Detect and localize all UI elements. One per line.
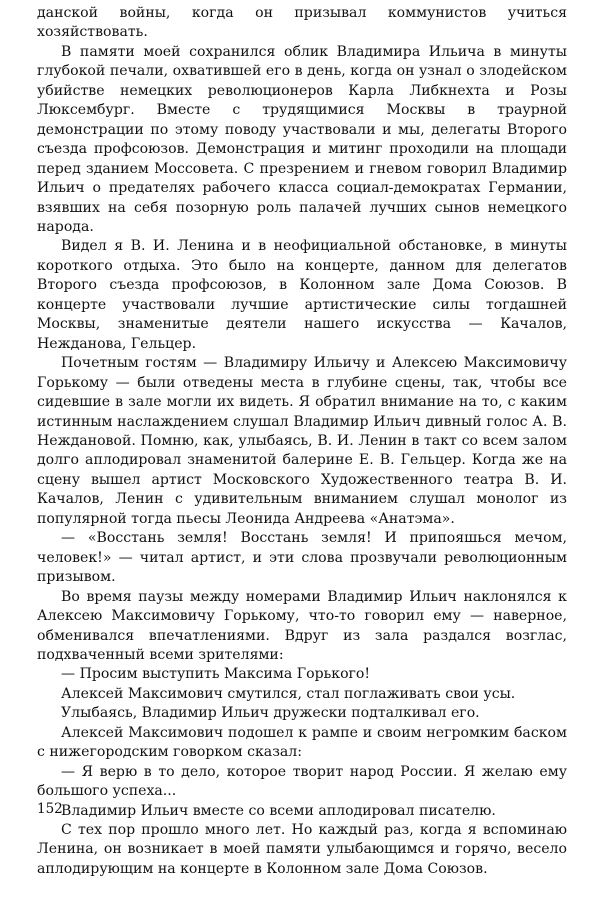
- paragraph-12: Владимир Ильич вместе со всеми аплодировал писателю.: [61, 802, 496, 819]
- paragraph-8: Алексей Максимович смутился, стал поглаживать свои усы.: [61, 685, 516, 702]
- paragraph-2: В памяти моей сохранился облик Владимира Ильича в минуты глубокой печали, охватившей его в день, когда он узнал о злодейском убийстве немецких революционеров Карла Либкнехта и Розы Люксембург. Вместе с трудящимися Москвы в траурной демонстрации по этому поводу участвовали и мы, делегаты Второго съезда профсоюзов. Демонстрация и митинг проходили на площади перед зданием Моссовета. С презрением и гневом говорил Владимир Ильич о предателях рабочего класса социал-демократах Германии, взявших на себя позорную роль палачей лучших сынов немецкого народа.: [37, 43, 567, 235]
- paragraph-7: — Просим выступить Максима Горького!: [61, 666, 371, 683]
- paragraph-4: Почетным гостям — Владимиру Ильичу и Алексею Максимовичу Горькому — были отведены места в глубине сцены, так, чтобы все сидевшие в зале могли их видеть. Я обратил внимание на то, с каким истинным наслаждением слушал Владимир Ильич дивный голос А. В. Неждановой. Помню, как, улыбаясь, В. И. Ленин в такт со всем залом долго аплодировал знаменитой балерине Е. В. Гельцер. Когда же на сцену вышел артист Московского Художественного театра В. И. Качалов, Ленин с удивительным вниманием слушал монолог из популярной тогда пьесы Леонида Андреева «Анатэма».: [37, 355, 567, 527]
- paragraph-11: — Я верю в то дело, которое творит народ России. Я желаю ему большого успеха...: [37, 763, 567, 800]
- page-text: [37, 4, 567, 879]
- paragraph-9: Улыбаясь, Владимир Ильич дружески подталкивал его.: [61, 705, 480, 722]
- paragraph-10: Алексей Максимович подошел к рампе и своим негромким баском с нижегородским говорком сказал:: [37, 724, 567, 761]
- paragraph-3: Видел я В. И. Ленина и в неофициальной обстановке, в минуты короткого отдыха. Это было на концерте, данном для делегатов Второго съезда профсоюзов, в Колонном зале Дома Союзов. В концерте участвовали лучшие артистические силы тогдашней Москвы, знаменитые деятели нашего искусства — Качалов, Нежданова, Гельцер.: [37, 238, 567, 352]
- paragraph-5: — «Восстань земля! Восстань земля! И припояшься мечом, человек!» — читал артист, и эти слова прозвучали революционным призывом.: [37, 530, 567, 586]
- paragraph-6: Во время паузы между номерами Владимир Ильич наклонялся к Алексею Максимовичу Горькому, что-то говорил ему — наверное, обменивался впечатлениями. Вдруг из зала раздался возглас, подхваченный всеми зрителями:: [37, 588, 567, 663]
- page-number: 152: [37, 801, 63, 817]
- paragraph-1: данской войны, когда он призывал коммунистов учиться хозяйствовать.: [37, 5, 567, 41]
- paragraph-13: С тех пор прошло много лет. Но каждый раз, когда я вспоминаю Ленина, он возникает в моей памяти улыбающимся и горячо, весело аплодирующим на концерте в Колонном зале Дома Союзов.: [37, 822, 567, 877]
